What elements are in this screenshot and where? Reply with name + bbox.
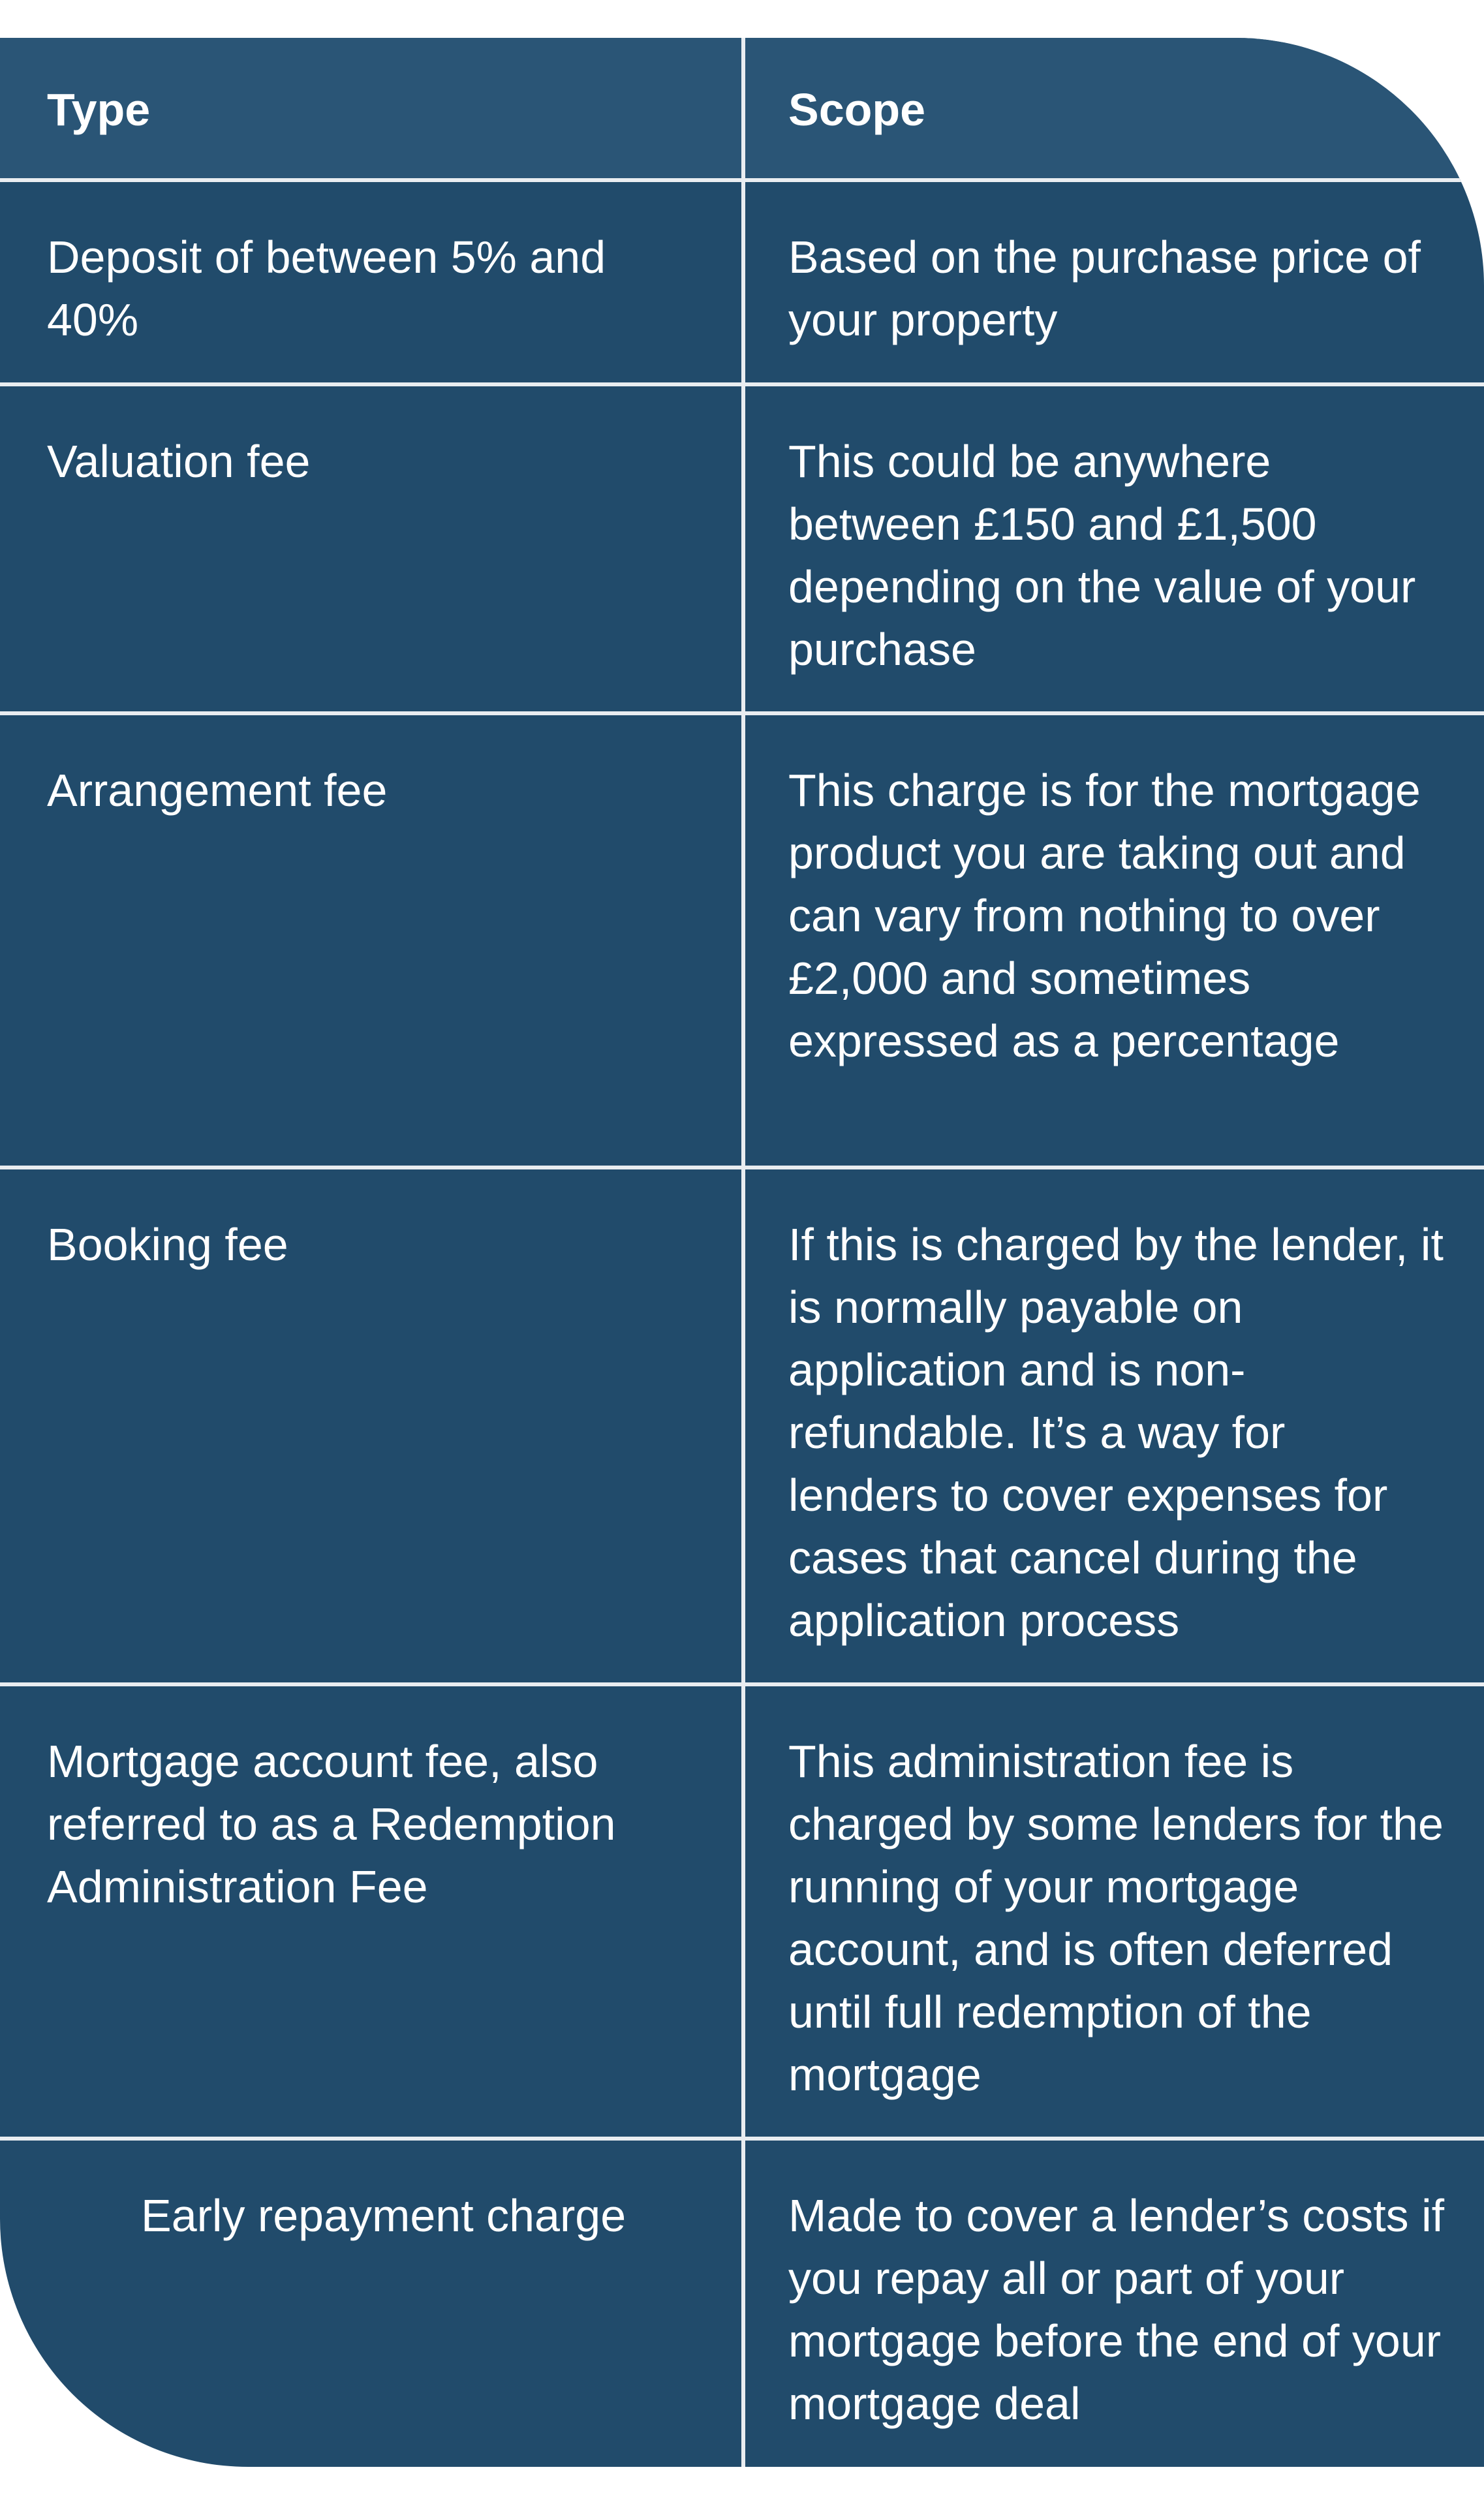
type-cell: Mortgage account fee, also referred to as a Redemption Administration Fee [47,1736,616,1912]
scope-cell: If this is charged by the lender, it is normally payable on application and is non-refundable. It’s a way for lenders to cover expenses for cases that cancel during the application process [788,1219,1444,1646]
header-type: Type [47,84,151,135]
header-scope: Scope [788,84,926,135]
type-cell: Arrangement fee [47,765,388,816]
scope-cell: Based on the purchase price of your property [788,232,1421,345]
mortgage-fees-table [0,38,1484,2467]
scope-cell: This charge is for the mortgage product you are taking out and can vary from nothing to over £2,000 and sometimes expressed as a percentage [788,765,1421,1066]
scope-cell: This could be anywhere between £150 and £1,500 depending on the value of your purchase [788,436,1416,675]
column-divider [741,38,745,2467]
scope-cell: Made to cover a lender’s costs if you repay all or part of your mortgage before the end of your mortgage deal [788,2190,1445,2429]
type-cell: Valuation fee [47,436,311,487]
type-cell: Early repayment charge [141,2190,626,2241]
type-cell: Deposit of between 5% and 40% [47,232,606,345]
type-cell: Booking fee [47,1219,288,1270]
scope-cell: This administration fee is charged by some lenders for the running of your mortgage account, and is often deferred until full redemption of the mortgage [788,1736,1444,2100]
